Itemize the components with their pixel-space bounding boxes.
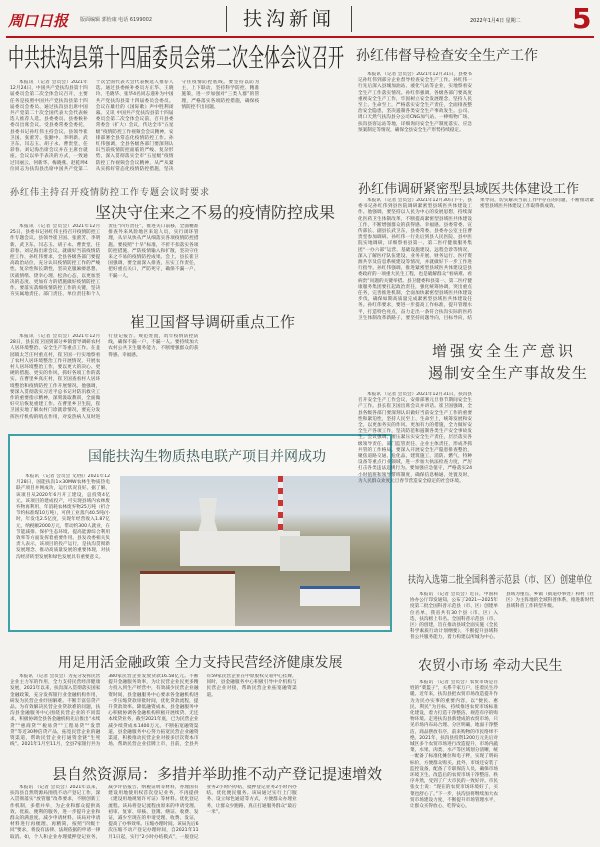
article-headline: 农贸小市场 牵动大民生 (418, 658, 563, 674)
article-body: 本报讯 （记者 会员会）2021年以来，扶沟县自然资源局围绕不动产登记工作，深入贯彻落实“放管服”改革要求，不断创新工作机制，多措并举，为企业和群众提供高效、优质、便利的服务，进一步提升企业和群众的满意度。减少申请材料。该局对申请材料进行再梳理、再精简，按照“四级十同”要求，将没有法律、法规依据的申请一律取消。如，个人和企业办理抵押登记业务，减少评估报告、纳税证明等材料，办理国有建设用地使用权首次登记业务，不再提供《建设用地规划许可证》等材料。优化登记流程。该局将登记流程由原来的申请受理、初审、复审、审核、登簿、缮证、收费、发证，减少至现在的申请受理、收费、发证，提高了办事效率。压缩办理时间。该局先后6次压缩不动产登记办理时间，自2021年11月1日起，实行“2小时办结模式”，一般登记业务2小时内办结，抵押登记业务2小时内办结。优化便民服务。该局通过实行上门服务、设立绿色通道等方式，方便群众办理业务，让群众少跑路，真正打通服务群众“最后一米”。 (10, 785, 297, 840)
article-body: 本报讯 （记者 会员会）2021年12月31日，扶沟县召开安全生产工作会议，安排部署元旦春节期间安全生产工作。县长崔卫国出席会议并讲话。崔卫国强调，全县各级各部门要深刻认识做好当前安全生产工作的重要性和紧迫性，坚持人民至上、生命至上，统筹发展和安全，以更加务实的作风、更加有力的措施，全力做好安全生产各项工作，坚决防范和遏制各类生产安全事故发生。会议强调，要压紧压实安全生产责任，层层落实各级领导责任、部门监管责任、企业主体责任，形成齐抓共管的工作格局。要深入开展安全生产隐患排查整治，聚焦道路交通、危化品、建筑施工、消防、燃气、特种设备等重点行业领域，进一步加大执法检查力度，严厉打击各类违法违规行为。要加强应急值守，严格落实24小时值班和领导带班制度，确保信息畅通、处置及时，为人民群众欢度元旦春节营造安全稳定的社会环境。 (358, 392, 472, 484)
article-body: 本报讯 （记者 会员会）农贸市场是百姓的“菜篮子”，关系千家万户，连着民生冷暖。近年来，扶沟县把农贸市场改造提升作为为民办实事的重要内容，以“便民、惠民、利民”为目标，持续推进农贸市场标准化建设，着力打造干净整洁、规范有序的购物环境。走进扶沟县新建成的农贸市场，只见市场内布局合理、分区明确，地面干净整洁，商品摆放有序，前来购物的市民络绎不绝。2021年，扶沟县投资1200万元先后对城区多个农贸市场进行改造提升，市场内蔬菜、水果、肉类、水产等区域划分清晰，统一配备了标准化摊位和电子秤，实现了明码标价，方便群众购买。此外，市场还安装了监控设备，配备了专职保洁人员，确保市场环境卫生。改造后的农贸市场干净整洁、秩序井然，受到了广大市民的一致好评。市民张女士说：“现在的农贸市场环境好了，买菜也舒心了。”下一步，扶沟县将继续加大农贸市场建设力度，不断提升市场管理水平，让群众买得放心、吃得安心。 (410, 680, 498, 810)
article-headline: 坚决守住来之不易的疫情防控成果 (95, 203, 336, 222)
article-headline: 孙红伟调研紧密型县域医共体建设工作 (358, 182, 580, 197)
article-headline: 崔卫国督导调研重点工作 (130, 313, 296, 331)
article-headline: 国能扶沟生物质热电联产项目并网成功 (88, 449, 326, 465)
article-headline: 县自然资源局：多措并举助推不动产登记提速增效 (52, 765, 383, 783)
article-body: 本报讯 （记者 会员会 文/图）2021年12月28日，国能扶沟1×30MW农林生物质热电联产项目并网成功，运行状况良好。据了解，该项目从2020年6月开工建设，总投资4亿元。该项目的建成投产，可实现县域内农林废弃物再利用，年消耗农林废弃物25万吨（折合节约标准煤10万吨），可供工业蒸汽40.5吨/小时，年发电2.5亿度，实现年经营收入1.87亿元，纳税额2000万元，带动约300人就业，在节能减排、保护生态环境、提高能源综合利用效率等方面发挥着重要作用。县发改委相关负责人表示，该项目的投产运行，是扶沟贯彻新发展理念、推动高质量发展的重要体现，对扶沟经济转型发展和绿色发展具有重要意义。 (16, 474, 110, 560)
article-kicker: 孙红伟主持召开疫情防控工作专题会议时要求 (10, 188, 211, 198)
newspaper-logo: 周口日报 (8, 12, 69, 30)
article-headline: 用足用活金融政策 全力支持民营经济健康发展 (58, 655, 343, 671)
power-plant-photo (120, 476, 390, 626)
header-rule (6, 36, 594, 38)
page-number: 5 (572, 2, 592, 35)
article-headline: 扶沟入选第二批全国科普示范县（市、区）创建单位 (408, 574, 592, 586)
office-building (140, 571, 235, 626)
article-headline: 孙红伟督导检查安全生产工作 (356, 48, 538, 64)
plant-building (280, 536, 350, 571)
article-body: 本报讯 （记者 会员会）2021年12月30日下午，县委书记孙红伟到县医院调研紧密型县域医共体建设工作。他强调，要坚持以人民为中心的发展思想，持续深化医药卫生体制改革，不断提高紧密型县域医共体建设工作，不断增强群众的获得感、幸福感。县委常委、宣传部长、副县长武卫东，县委常委、县委办公室主任曹贵堂参加调研。孙红伟一行先后到县人民医院、县中医院实地调研，详细察看县第一、第二医疗健康服务集团“一办六部”运营、基础设施建设、远程会诊等情况，深入了解医疗队伍建设、业务开展、财务运行、医疗资源共享及信息系统建设等情况，并就做好下一步工作进行指导。孙红伟强调，推进紧密型县域医共体建设是县委政府的一项重大民生工程，也是破解群众“看病难、看病贵”问题的关键举措。县卫健委和县第一、第二医疗健康服务集团要扛起政治责任，强化统筹协调，突出重点任务，完善推进机制，全面加快紧密型县域医共体建设步伐，确保如期高质量完成紧密型县域医共体建设任务。孙红伟要求，要进一步提高工作标准，提升管理水平，打造特色亮点，奋力走出一条符合扶沟实际的医药卫生体制改革新路子，要坚持问题导向，目标导向，结果导向，切实解决当前工作中存在的问题，不断推动紧密型县域医共体建设工作取得新成效。 (358, 198, 594, 321)
blue-roof-building (300, 586, 360, 606)
issue-date: 2022年1月4日 星期二 (470, 18, 521, 24)
photo-feature-box (8, 434, 392, 632)
editor-info: 版面编辑 郭怡康 电话 6199002 (80, 17, 153, 23)
section-title: 扶沟新闻 (226, 6, 352, 32)
lead-headline: 中共扶沟县第十四届委员会第二次全体会议召开 (8, 42, 345, 73)
article-headline-line2: 遏制安全生产事故发生 (428, 364, 589, 382)
article-body: 本报讯 （记者 会员会）为充分发挥民营企业主力军的作用，全力支持民营经济健康发展，2021年以来，扶沟深入贯彻落实国家金融政策，充分发挥银行业金融机构作用，研发为民营企业纾困解难。不断丰富信贷产品。为有效解决民营企业贷款难的问题，扶沟县金融服务中心围绕民营企业的不同需求，积极协调全县各金融机构先后推出“永续贷”“惠商贷”“税易贷”“工程易贷”“发票贷”等近30种信贷产品，拓宽民营企业的融资渠道，帮助民营企业打通资金链“生死线”。2021年1月至11月，全县7家银行共为380家民营企业发放贷款16.58亿元。不断提升金融服务效率，为让民营企业民更多精力投入到生产经营中，有效减少民营企业融资时间，县金融服务中心要求各金融机构进一步压缩贷款审批时间，优化贷款流程，提升贷款效率。降低融资成本，县金融服务中心积极协调各金融机构积极开展续贷、无还本续贷业务，截至2021年底，已为民营企业减少续贷成本1400万元。不断拓宽融资渠道，县金融服务中心努力拓宽民营企业融资渠道，积极推动民营企业对接多层次资本市场，帮助民营企业挂牌上市，目前，全县共有59家民营企业在中原股权交易中心挂牌，同时，县金融服务中心积极引导中介机构与民营企业对接，帮助民营企业拓宽融资渠道。 (10, 674, 297, 748)
article-body: 本报讯 （记者 会员会）2021年12月28日，县长崔卫国到部分乡镇督导调研农村人居环境整治、安全生产等重点工作。在韭园镇太芝庄村重点村，崔卫国一行实地察看了农村人居环境整治工作开展情况，开展农村人居环境整治工作，要以更大的决心、更硬的措施、更实的作风，抓好各项工作的落实。在曹里乡真庄村，崔卫国查看村人居环境整治和疫情防控工作开展情况。他强调，要深入贯彻落实习近平总书记对防汛救灾工作的重要指示精神，深刻汲取教训，全面做好灾后恢复重建工作。在曹里乡卫生院，崔卫国实地了解农村门诊就诊情况，要充分发挥医疗机构的哨点作用，对发热病人及时进行登记报告、规范处置，筑牢疫情防控防线，确保不漏一户、不漏一人。要持续加大农村公共卫生服务能力，不断增强群众的获得感、幸福感。 (10, 334, 199, 420)
lead-article-body: 本报讯 （记者 会员会）2021年12月24日，中国共产党扶沟县第十四届委员会第二次全体会议召开，主要任务是按照中国共产党扶沟县第十四届委员会委员、通过扶沟县出席中国共产党第二十次全国代表大会代表候选人推荐人选。县委委员、县委候补委员出席会议。受县委常委会委托，县委书记孙红伟主持会议。县领导崔卫国、张蕾芳、张勤中、李明新、武卫东、闫志玉、胡子永、曹贵堂、任彩春、刘记海出席会议并在主席台就座。会议以举手表决的方式，一致通过闫丽云、何新华、梅晓燕、赵乾坤4位同志为扶沟县出席中国共产党第二十次全国代表大会代表候选人推荐人选。通过县委候补委员方正华、王晓玲、毛晓华、张华4名同志递补为中国共产党扶沟县第十四届委员会委员。会议在雄壮的《国际歌》声中胜利闭幕。又讯 中国共产党扶沟县第十四届委员会第二次全体会议前，召开县委常委会（扩大）会议，传达全市“五星级”疫情防控工作视频会会议精神，安排部署全县常态化疫情防控工作。孙红伟强调，全县各级各部门要深刻认识当前疫情防控面临的严峻、复杂形势，深入贯彻落实全市“五星级”疫情防控工作视频会会议精神，从严从紧从实抓好常态化疫情防控措施，坚决守住疫情防控底线。要坚持以防为主，上下联动，坚持科学防控、精准施策，进一步加强对“三类人群”的管理，严格落实各项防控措施，确保疫情防控不出问题。 (10, 80, 260, 172)
article-body: 本报讯 （记者 会员会）2021年12月25日，县委书记孙红伟主持召开疫情防控工作专题会议。县领导崔卫国、张蕾芳、李明新、武卫东、闫志玉、胡子永、曹贵堂、任彩春、刘记海出席会议。就做好当前疫情防控工作，孙红伟要求，全县各级各部门要提高政治站位，充分认识疫情防控工作的严峻性、复杂性和长期性，坚决克服麻痹思想、厌战情绪、侥幸心理、松劲心态，以更加坚决的态度、更加有力的措施做好疫情防控工作。要落实落细疫情防控工作的关键，坚决夯实属地责任、部门责任、单位责任和个人责任“四方责任”，推进关口前移，全面精准排查外来风险地区来返人员，实行闭环管理，从早从快从严从细落实各项疫情防控措施。要按照“十早”标准，不折不扣落实各项防控措施，严防疫情输入和扩散，坚决守住来之不易的疫情防控成果。会上，县长崔卫国强调，要全面深入排查，压实工作责任，把好重点关口，严防死守，确保不漏一户、不漏一人。 (10, 224, 199, 298)
article-headline-line1: 增强安全生产意识 (432, 342, 577, 360)
article-body: 本报讯 （记者 会员会）近日，中国科协办公厅印发通知，公布了2021—2025年度第二批全国科普示范县（市、区）创建单位名单，我省共有30个县（市、区）入选，扶沟榜上有名。全国科普示范县（市、区）的创建，旨在推动县域全面实施《全民科学素质行动计划纲要》，不断提升县域科普公共服务能力，着力构建以所城为中心、县域为重点、乡镇（街道办事处）和村（社区）为主阵地的全域科普体系，推进新时代县域科普工作转型升级。 (410, 592, 594, 641)
article-body: 本报讯 （记者 会员会）2021年12月31日，县委书记孙红伟到部分企业督导检查安全生产工作。孙红伟一行先后深入县城加油站、液化气站等企业，实地察看安全生产工作落实情况。孙红伟强调，各级各部门要高度重视安全生产工作，牢固树立安全发展理念，坚持人民至上、生命至上，严格落实安全生产责任，全面排查整治安全隐患，坚决遏制各类安全生产事故发生。公司、周口天然气扶沟县分公司CNG加气站、一棒购物广场、扶沟县客运站等地，详细询问安全生产制度落实、应急预案制定等情况，确保全县安全生产形势持续稳定。 (358, 72, 472, 133)
